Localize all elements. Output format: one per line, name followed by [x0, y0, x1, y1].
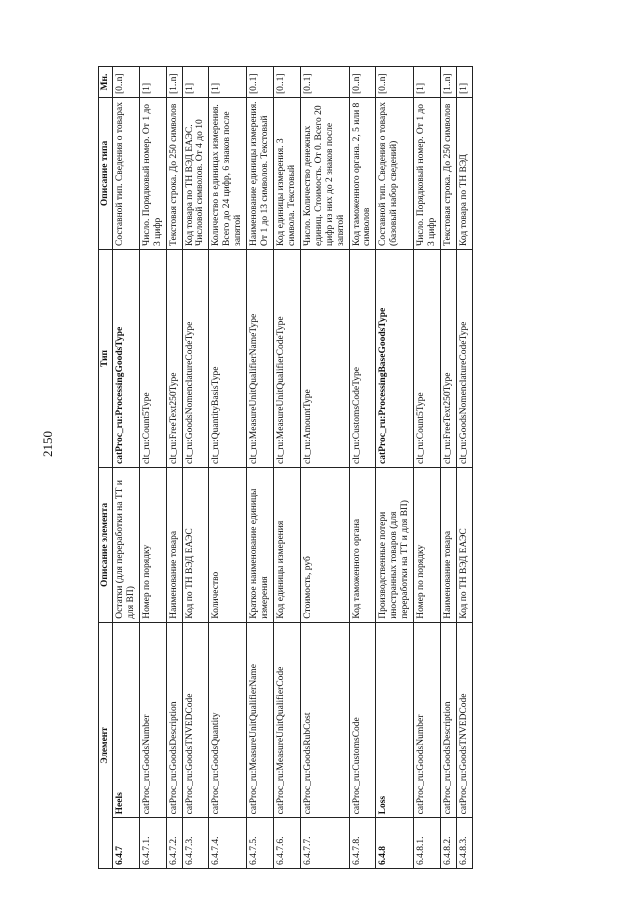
type-cell: clt_ru:AmountType: [300, 249, 349, 467]
element-description-cell: Стоимость, руб: [300, 468, 349, 623]
multiplicity-cell: [1]: [209, 67, 247, 98]
type-description-cell: Код товара по ТН ВЭД ЕАЭС. Числовой символов. От 4 до 10: [182, 97, 209, 249]
header-element-description: Описание элемента: [99, 468, 113, 623]
section-row: [376, 67, 414, 869]
header-element: Элемент: [99, 622, 113, 868]
table-row: [247, 67, 274, 869]
table-row: [273, 67, 300, 869]
element-description-cell: Краткое наименование единицы измерения: [247, 468, 274, 623]
element-description-cell: Код таможенного органа: [349, 468, 376, 623]
multiplicity-cell: [1]: [456, 67, 472, 98]
row-number-cell: 6.4.7.1.: [139, 818, 166, 869]
type-cell: clt_ru:Count5Type: [139, 249, 166, 467]
element-description-cell: Номер по порядку: [139, 468, 166, 623]
type-cell: clt_ru:FreeText250Type: [440, 249, 456, 467]
header-type: Тип: [99, 249, 113, 467]
element-name-cell: catProc_ru:GoodsTNVEDCode: [456, 622, 472, 818]
multiplicity-cell: [1..n]: [440, 67, 456, 98]
header-type-description: Описание типа: [99, 97, 113, 249]
type-cell: clt_ru:GoodsNomenclatureCodeType: [456, 249, 472, 467]
multiplicity-cell: [0..1]: [273, 67, 300, 98]
type-description-cell: Составной тип. Сведения о товарах (базовый набор сведений): [376, 97, 414, 249]
element-name-cell: Heels: [112, 622, 139, 818]
table-row: [456, 67, 472, 869]
type-cell: clt_ru:CustomsCodeType: [349, 249, 376, 467]
table-header-row: [99, 67, 113, 869]
row-number-cell: 6.4.7.4.: [209, 818, 247, 869]
element-name-cell: catProc_ru:GoodsDescription: [440, 622, 456, 818]
multiplicity-cell: [1]: [414, 67, 441, 98]
row-number-cell: 6.4.7.3.: [182, 818, 209, 869]
table-row: [182, 67, 209, 869]
multiplicity-cell: [1..n]: [166, 67, 182, 98]
type-description-cell: Число. Порядковый номер. От 1 до 3 цифр: [414, 97, 441, 249]
row-number-cell: 6.4.8: [376, 818, 414, 869]
type-description-cell: Составной тип. Сведения о товарах: [112, 97, 139, 249]
element-name-cell: catProc_ru:GoodsNumber: [139, 622, 166, 818]
page-number: 2150: [40, 431, 55, 457]
type-description-cell: Текстовая строка. До 250 символов: [440, 97, 456, 249]
type-description-cell: Число. Порядковый номер. От 1 до 3 цифр: [139, 97, 166, 249]
type-cell: clt_ru:GoodsNomenclatureCodeType: [182, 249, 209, 467]
type-description-cell: Код единицы измерения. 3 символа. Текстовый: [273, 97, 300, 249]
element-name-cell: catProc_ru:GoodsQuantity: [209, 622, 247, 818]
element-description-cell: Производственные потери иностранных товаров (для переработки на ТТ и для ВП): [376, 468, 414, 623]
element-description-cell: Наименование товара: [440, 468, 456, 623]
row-number-cell: 6.4.7.5.: [247, 818, 274, 869]
element-description-cell: Код по ТН ВЭД ЕАЭС: [456, 468, 472, 623]
multiplicity-cell: [0..n]: [376, 67, 414, 98]
type-description-cell: Код таможенного органа. 2, 5 или 8 символов: [349, 97, 376, 249]
element-description-cell: Количество: [209, 468, 247, 623]
type-cell: clt_ru:MeasureUnitQualifierCodeType: [273, 249, 300, 467]
type-description-cell: Код товара по ТН ВЭД: [456, 97, 472, 249]
type-cell: clt_ru:QuantityBasisType: [209, 249, 247, 467]
header-multiplicity: Мн.: [99, 67, 113, 98]
element-name-cell: Loss: [376, 622, 414, 818]
spec-table: [98, 66, 473, 869]
table-row: [166, 67, 182, 869]
table-row: [349, 67, 376, 869]
multiplicity-cell: [0..n]: [112, 67, 139, 98]
row-number-cell: 6.4.7.7.: [300, 818, 349, 869]
element-description-cell: Остатки (для переработки на ТТ и для ВП): [112, 468, 139, 623]
element-description-cell: Номер по порядку: [414, 468, 441, 623]
type-description-cell: Текстовая строка. До 250 символов: [166, 97, 182, 249]
table-row: [300, 67, 349, 869]
row-number-cell: 6.4.8.2.: [440, 818, 456, 869]
type-description-cell: Наименование единицы измерения. От 1 до 13 символов. Текстовый: [247, 97, 274, 249]
table-row: [440, 67, 456, 869]
element-name-cell: catProc_ru:GoodsTNVEDCode: [182, 622, 209, 818]
element-description-cell: Наименование товара: [166, 468, 182, 623]
element-name-cell: catProc_ru:CustomsCode: [349, 622, 376, 818]
type-cell: clt_ru:FreeText250Type: [166, 249, 182, 467]
type-cell: clt_ru:Count5Type: [414, 249, 441, 467]
table-row: [414, 67, 441, 869]
element-description-cell: Код единицы измерения: [273, 468, 300, 623]
element-name-cell: catProc_ru:MeasureUnitQualifierName: [247, 622, 274, 818]
table-row: [209, 67, 247, 869]
row-number-cell: 6.4.7.2.: [166, 818, 182, 869]
type-cell: catProc_ru:ProcessingGoodsType: [112, 249, 139, 467]
row-number-cell: 6.4.8.3.: [456, 818, 472, 869]
row-number-cell: 6.4.7.8.: [349, 818, 376, 869]
multiplicity-cell: [0..1]: [300, 67, 349, 98]
row-number-cell: 6.4.7.6.: [273, 818, 300, 869]
type-cell: catProc_ru:ProcessingBaseGoodsType: [376, 249, 414, 467]
type-description-cell: Количество в единицах измерения. Всего до 24 цифр, 6 знаков после запятой: [209, 97, 247, 249]
section-row: [112, 67, 139, 869]
row-number-cell: 6.4.8.1.: [414, 818, 441, 869]
type-cell: clt_ru:MeasureUnitQualifierNameType: [247, 249, 274, 467]
element-description-cell: Код по ТН ВЭД ЕАЭС: [182, 468, 209, 623]
multiplicity-cell: [1]: [139, 67, 166, 98]
element-name-cell: catProc_ru:GoodsRubCost: [300, 622, 349, 818]
multiplicity-cell: [0..1]: [247, 67, 274, 98]
element-name-cell: catProc_ru:GoodsNumber: [414, 622, 441, 818]
table-row: [139, 67, 166, 869]
element-name-cell: catProc_ru:GoodsDescription: [166, 622, 182, 818]
spec-table-rotated: [98, 66, 618, 869]
multiplicity-cell: [1]: [182, 67, 209, 98]
type-description-cell: Число. Количество денежных единиц. Стоимость. От 0. Всего 20 цифр из них до 2 знаков после запятой: [300, 97, 349, 249]
element-name-cell: catProc_ru:MeasureUnitQualifierCode: [273, 622, 300, 818]
multiplicity-cell: [0..n]: [349, 67, 376, 98]
row-number-cell: 6.4.7: [112, 818, 139, 869]
